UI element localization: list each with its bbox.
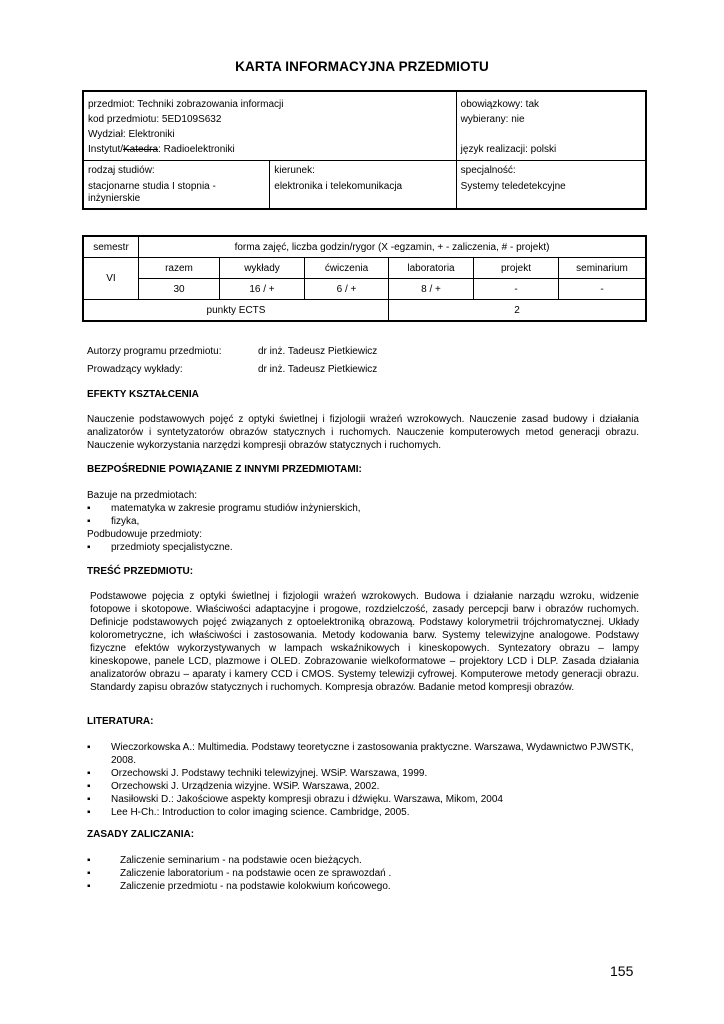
specialty-cell: specjalność: Systemy teledetekcyjne — [456, 161, 646, 210]
semester-header: semestr — [83, 236, 139, 258]
list-item: ▪ Wieczorkowska A.: Multimedia. Podstawy teoretyczne i zastosowania praktyczne. Warszawa, Wydawnictwo PJWSTK, 2008. — [87, 742, 634, 766]
column-header: ćwiczenia — [305, 258, 389, 279]
list-item: ▪ Zaliczenie przedmiotu - na podstawie kolokwium końcowego. — [87, 881, 391, 892]
hours-cell: - — [559, 279, 647, 300]
faculty: Wydział: Elektroniki — [88, 129, 175, 140]
list-item: ▪ matematyka w zakresie programu studiów inżynierskich, — [87, 503, 361, 514]
lecturer-value: dr inż. Tadeusz Pietkiewicz — [258, 364, 378, 375]
lecturer-row: Prowadzący wykłady: dr inż. Tadeusz Pietkiewicz — [87, 364, 378, 375]
page-title: KARTA INFORMACYJNA PRZEDMIOTU — [235, 59, 489, 74]
elective: wybierany: nie — [460, 114, 525, 125]
ects-label: punkty ECTS — [83, 300, 389, 322]
section-heading-zasady: ZASADY ZALICZANIA: — [87, 829, 195, 840]
tresc-text: Podstawowe pojęcia z optyki świetlnej i fizjologii wrażeń wzrokowych. Budowa i działanie narządu wzroku, widzenie fotopowe i skotopowe. Właściwości adaptacyjne i progowe, rozdzielczość, zasady percepcji barw i obrazów ruchomych. Definicje podstawowych pojęć związanych z optoelektroniką obrazową. Podstawy kolorymetrii trójchromatycznej. Układy kolorometryczne, ich właściwości i zastosowania. Metody kodowania barw. Systemy telewizyjne analogowe. Podstawy fizyczne efektów wykorzystywanych w lampach wskaźnikowych i kineskopowych. Syntezatory obrazu – lampy kineskopowe, panele LCD, plazmowe i OLED. Zobrazowanie wielkoformatowe – projektory LCD i DLP. Zasada działania analizatorów obrazu – aparaty i kamery CCD i CMOS. Systemy telewizji cyfrowej. Komputerowe metody generacji obrazu. Standardy zapisu obrazów statycznych i ruchomych. Kompresja obrazów. Badanie metod kompresji obrazów. — [90, 591, 639, 693]
hours-cell: 16 / + — [220, 279, 305, 300]
section-heading-efekty: EFEKTY KSZTAŁCENIA — [87, 389, 199, 400]
authors-value: dr inż. Tadeusz Pietkiewicz — [258, 346, 378, 357]
language: język realizacji: polski — [460, 144, 557, 155]
ects-value: 2 — [389, 300, 647, 322]
list-item: ▪ przedmioty specjalistyczne. — [87, 542, 233, 553]
powiazania-block: Bazuje na przedmiotach: ▪ matematyka w zakresie programu studiów inżynierskich, ▪ fizyka, Podbudowuje przedmioty: ▪ przedmioty specjalistyczne. — [87, 489, 639, 554]
list-item: ▪ Nasiłowski D.: Jakościowe aspekty kompresji obrazu i dźwięku. Warszawa, Mikom, 2004 — [87, 794, 503, 805]
hours-cell: 6 / + — [305, 279, 389, 300]
column-header: seminarium — [559, 258, 647, 279]
list-item: ▪ Orzechowski J. Podstawy techniki telewizyjnej. WSiP. Warszawa, 1999. — [87, 768, 428, 779]
course-code: kod przedmiotu: 5ED109S632 — [88, 114, 222, 125]
schedule-table — [82, 235, 647, 322]
course-name: przedmiot: Techniki zobrazowania informacji — [88, 99, 284, 110]
form-header: forma zajęć, liczba godzin/rygor (X -egzamin, + - zaliczenia, # - projekt) — [139, 236, 647, 258]
section-heading-tresc: TREŚĆ PRZEDMIOTU: — [87, 566, 194, 577]
efekty-text: Nauczenie podstawowych pojęć z optyki świetlnej i fizjologii wrażeń wzrokowych. Nauczenie zasad budowy i działania analizatorów i syntetyzatorów obrazów statycznych i ruchomych. Nauczenie komputerowych metod generacji obrazu. Nauczenie wykorzystania narzędzi kompresji obrazów statycznych i ruchomych. — [87, 414, 639, 451]
hours-cell: 30 — [139, 279, 220, 300]
list-item: ▪ Orzechowski J. Urządzenia wizyjne. WSiP. Warszawa, 2002. — [87, 781, 380, 792]
column-header: projekt — [474, 258, 559, 279]
hours-cell: - — [474, 279, 559, 300]
column-header: laboratoria — [389, 258, 474, 279]
study-type-cell: rodzaj studiów: stacjonarne studia I stopnia -inżynierskie — [83, 161, 270, 210]
list-item: ▪ fizyka, — [87, 516, 140, 527]
column-header: razem — [139, 258, 220, 279]
study-type-value: stacjonarne studia I stopnia -inżynierskie — [88, 181, 216, 204]
list-item: ▪ Lee H-Ch.: Introduction to color imaging science. Cambridge, 2005. — [87, 807, 410, 818]
column-header: wykłady — [220, 258, 305, 279]
course-info-cell — [83, 91, 456, 161]
authors-row: Autorzy programu przedmiotu: dr inż. Tadeusz Pietkiewicz — [87, 346, 378, 357]
section-heading-powiazania: BEZPOŚREDNIE POWIĄZANIE Z INNYMI PRZEDMIOTAMI: — [87, 464, 362, 475]
course-status-cell — [456, 91, 646, 161]
hours-cell: 8 / + — [389, 279, 474, 300]
course-info-table — [82, 90, 647, 210]
semester-value: VI — [83, 258, 139, 300]
field-cell: kierunek: elektronika i telekomunikacja — [270, 161, 456, 210]
specialty-value: Systemy teledetekcyjne — [460, 181, 566, 192]
section-heading-literatura: LITERATURA: — [87, 716, 154, 727]
struck-text: Katedra — [123, 144, 159, 155]
list-item: ▪ Zaliczenie laboratorium - na podstawie ocen ze sprawozdań . — [87, 868, 392, 879]
mandatory: obowiązkowy: tak — [460, 99, 540, 110]
page-number: 155 — [610, 963, 634, 979]
field-value: elektronika i telekomunikacja — [274, 181, 403, 192]
list-item: ▪ Zaliczenie seminarium - na podstawie ocen bieżących. — [87, 855, 362, 866]
literatura-list — [87, 741, 639, 819]
zasady-list — [87, 854, 639, 893]
institute: Instytut/Katedra: Radioelektroniki — [88, 144, 235, 155]
